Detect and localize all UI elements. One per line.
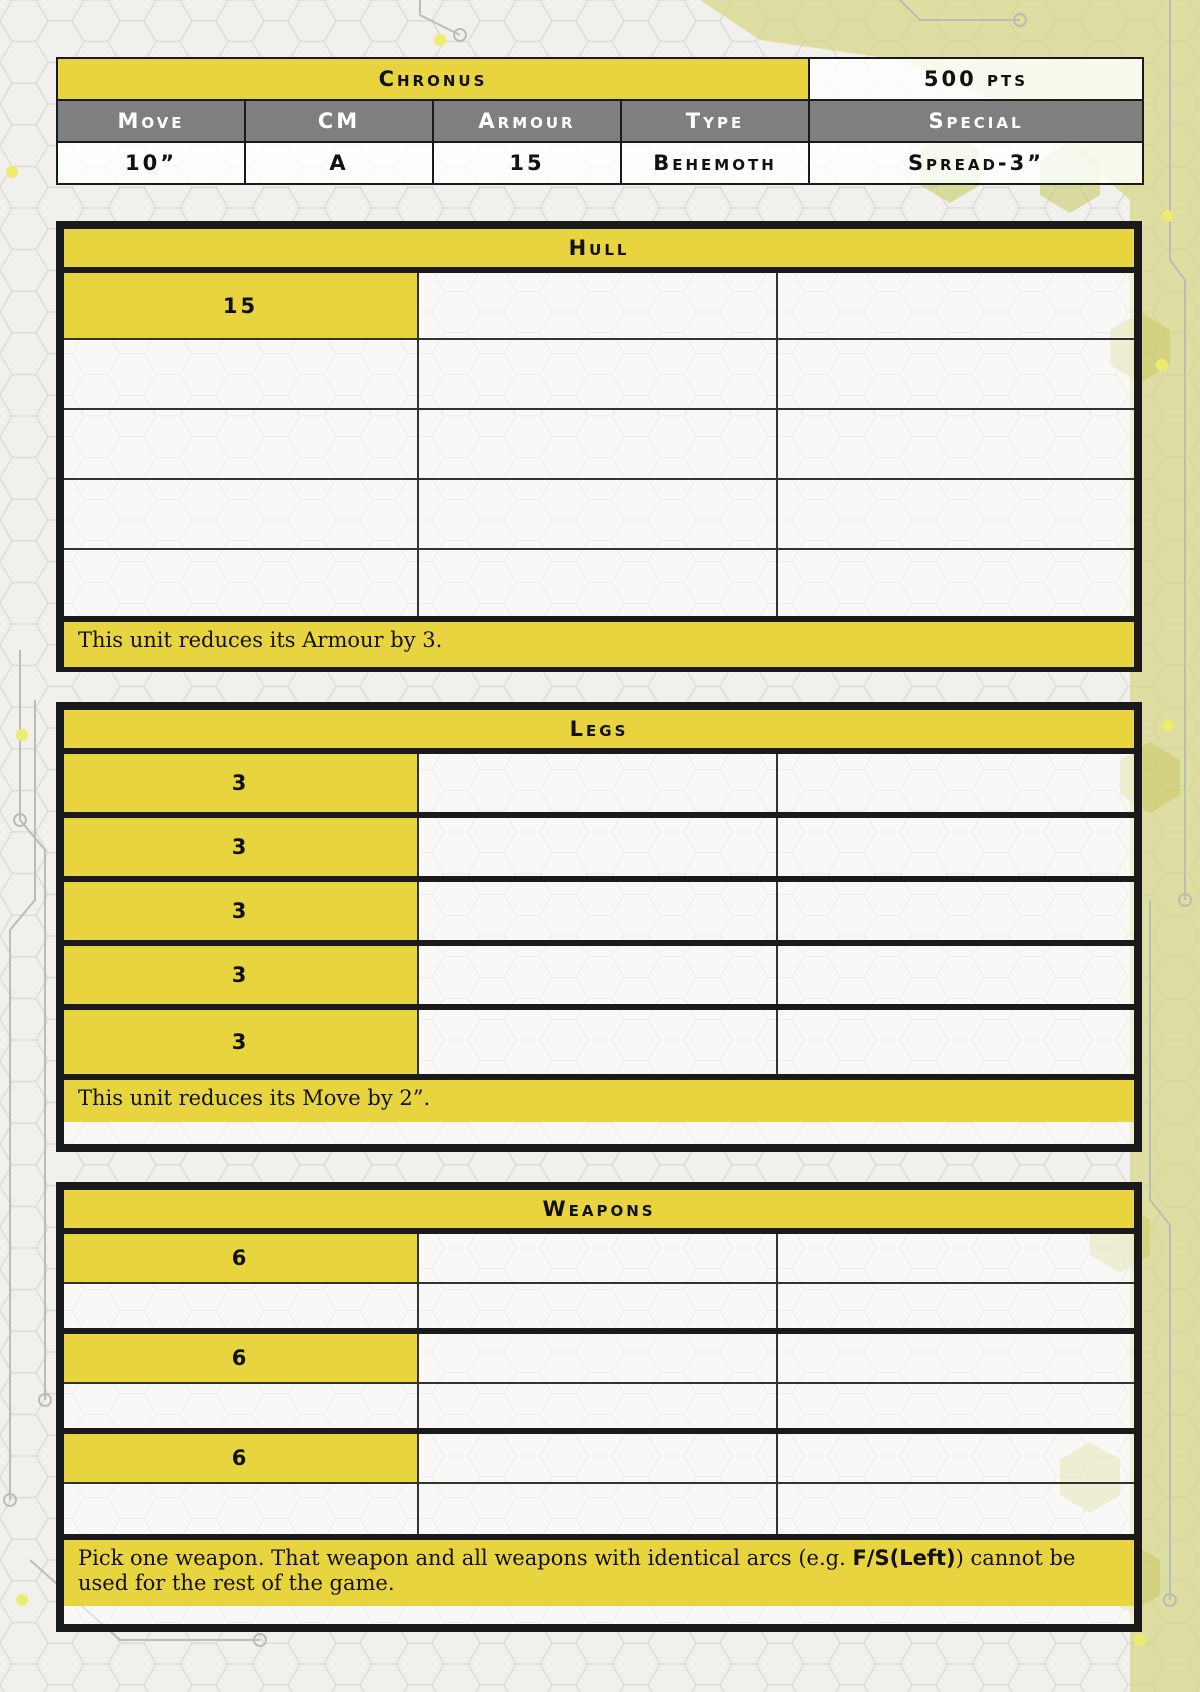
hull-row <box>64 273 1134 340</box>
weapons-row <box>64 1234 1134 1284</box>
unit-name: Chronus <box>57 58 809 100</box>
damage-box[interactable] <box>778 1284 1134 1328</box>
hull-track <box>56 221 1142 672</box>
weapons-note-arc: F/S(Left) <box>852 1546 956 1570</box>
damage-box[interactable] <box>778 550 1134 616</box>
damage-box[interactable] <box>64 1384 419 1428</box>
cm-label: CM <box>245 100 433 142</box>
damage-box[interactable] <box>778 480 1134 548</box>
legs-value: 3 <box>64 946 419 1004</box>
damage-box[interactable] <box>778 1234 1134 1282</box>
damage-box[interactable] <box>419 1234 778 1282</box>
weapons-title: Weapons <box>64 1190 1134 1234</box>
type-label: Type <box>621 100 809 142</box>
legs-rows <box>64 754 1134 1074</box>
damage-box[interactable] <box>778 410 1134 478</box>
damage-box[interactable] <box>419 1284 778 1328</box>
legs-row <box>64 754 1134 818</box>
weapons-row <box>64 1384 1134 1434</box>
legs-value: 3 <box>64 754 419 812</box>
hull-value: 15 <box>64 273 419 338</box>
legs-row <box>64 1010 1134 1074</box>
weapons-value: 6 <box>64 1334 419 1382</box>
damage-box[interactable] <box>419 410 778 478</box>
damage-box[interactable] <box>64 410 419 478</box>
move-label: Move <box>57 100 245 142</box>
damage-box[interactable] <box>778 1484 1134 1534</box>
armour-label: Armour <box>433 100 621 142</box>
legs-row <box>64 946 1134 1010</box>
damage-box[interactable] <box>419 1384 778 1428</box>
legs-value: 3 <box>64 882 419 940</box>
damage-box[interactable] <box>778 818 1134 876</box>
special-value: Spread-3” <box>809 142 1143 184</box>
damage-box[interactable] <box>778 754 1134 812</box>
damage-box[interactable] <box>419 550 778 616</box>
weapons-track <box>56 1182 1142 1632</box>
unit-points: 500 pts <box>809 58 1143 100</box>
legs-row <box>64 882 1134 946</box>
armour-value: 15 <box>433 142 621 184</box>
weapons-row <box>64 1434 1134 1484</box>
damage-box[interactable] <box>419 1434 778 1482</box>
weapons-row <box>64 1284 1134 1334</box>
hull-note: This unit reduces its Armour by 3. <box>64 616 1134 667</box>
damage-box[interactable] <box>419 1334 778 1382</box>
cm-value: A <box>245 142 433 184</box>
damage-box[interactable] <box>778 1384 1134 1428</box>
damage-box[interactable] <box>778 946 1134 1004</box>
weapons-note-text: Pick one weapon. That weapon and all weapons with identical arcs (e.g. <box>78 1546 853 1570</box>
damage-box[interactable] <box>64 480 419 548</box>
damage-box[interactable] <box>778 1334 1134 1382</box>
damage-box[interactable] <box>64 550 419 616</box>
legs-value: 3 <box>64 818 419 876</box>
damage-box[interactable] <box>419 1484 778 1534</box>
damage-box[interactable] <box>778 340 1134 408</box>
weapons-note <box>64 1534 1134 1606</box>
unit-stat-table <box>56 57 1144 185</box>
weapons-note-text-end: ) cannot be used for the rest of the game. <box>78 1546 1076 1595</box>
hull-row <box>64 480 1134 550</box>
type-value: Behemoth <box>621 142 809 184</box>
legs-row <box>64 818 1134 882</box>
special-label: Special <box>809 100 1143 142</box>
damage-box[interactable] <box>778 273 1134 338</box>
damage-box[interactable] <box>419 340 778 408</box>
weapons-row <box>64 1484 1134 1534</box>
hull-rows <box>64 273 1134 616</box>
weapons-value: 6 <box>64 1434 419 1482</box>
damage-box[interactable] <box>419 1010 778 1074</box>
hull-row <box>64 550 1134 616</box>
weapons-rows <box>64 1234 1134 1534</box>
damage-box[interactable] <box>64 1484 419 1534</box>
damage-box[interactable] <box>778 1010 1134 1074</box>
legs-track <box>56 702 1142 1152</box>
damage-box[interactable] <box>419 946 778 1004</box>
legs-note: This unit reduces its Move by 2”. <box>64 1074 1134 1122</box>
damage-box[interactable] <box>778 882 1134 940</box>
legs-value: 3 <box>64 1010 419 1074</box>
damage-box[interactable] <box>419 480 778 548</box>
damage-box[interactable] <box>419 882 778 940</box>
legs-title: Legs <box>64 710 1134 754</box>
damage-box[interactable] <box>419 754 778 812</box>
move-value: 10” <box>57 142 245 184</box>
damage-box[interactable] <box>778 1434 1134 1482</box>
damage-box[interactable] <box>64 340 419 408</box>
damage-box[interactable] <box>64 1284 419 1328</box>
hull-row <box>64 340 1134 410</box>
damage-box[interactable] <box>419 273 778 338</box>
weapons-value: 6 <box>64 1234 419 1282</box>
damage-box[interactable] <box>419 818 778 876</box>
hull-row <box>64 410 1134 480</box>
weapons-row <box>64 1334 1134 1384</box>
hull-title: Hull <box>64 229 1134 273</box>
